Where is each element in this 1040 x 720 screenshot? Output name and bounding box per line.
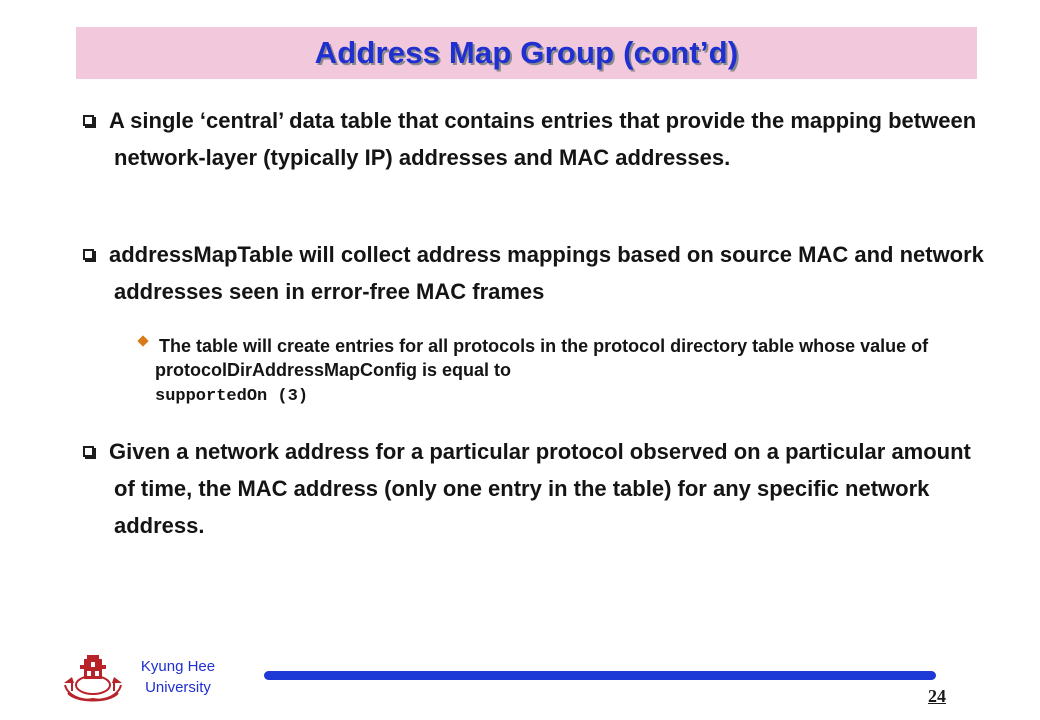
page-number: 24 — [928, 686, 946, 706]
bullet-text-1: A single ‘central’ data table that contains entries that provide the mapping between network-layer (typically IP) addresses and MAC addresses. — [109, 108, 977, 170]
bullet-text-2: addressMapTable will collect address mappings based on source MAC and network addresses seen in error-free MAC frames — [109, 242, 984, 304]
diamond-bullet-icon — [137, 335, 148, 346]
university-logo — [62, 653, 124, 705]
title-band — [76, 27, 977, 79]
university-name-line-2: University — [145, 679, 211, 696]
university-name-line-1: Kyung Hee — [140, 658, 216, 675]
footer-divider — [264, 671, 936, 680]
sub-bullet-item — [137, 334, 985, 409]
bullet-item-2 — [83, 236, 994, 310]
university-name — [120, 656, 236, 698]
bullet-item-3 — [83, 433, 994, 544]
checkbox-bullet-icon — [83, 249, 94, 260]
checkbox-bullet-icon — [83, 446, 94, 457]
bullet-item-1 — [83, 102, 994, 176]
bullet-text-3: Given a network address for a particular protocol observed on a particular amount of time, the MAC address (only one entry in the table) for any specific network address. — [109, 439, 971, 538]
checkbox-bullet-icon — [83, 115, 94, 126]
slide-title: Address Map Group (cont’d) — [314, 35, 739, 70]
sub-bullet-text: The table will create entries for all protocols in the protocol directory table whose value of protocolDirAddressMapConfig is equal to — [155, 336, 929, 380]
sub-bullet-code: supportedOn (3) — [155, 387, 309, 406]
